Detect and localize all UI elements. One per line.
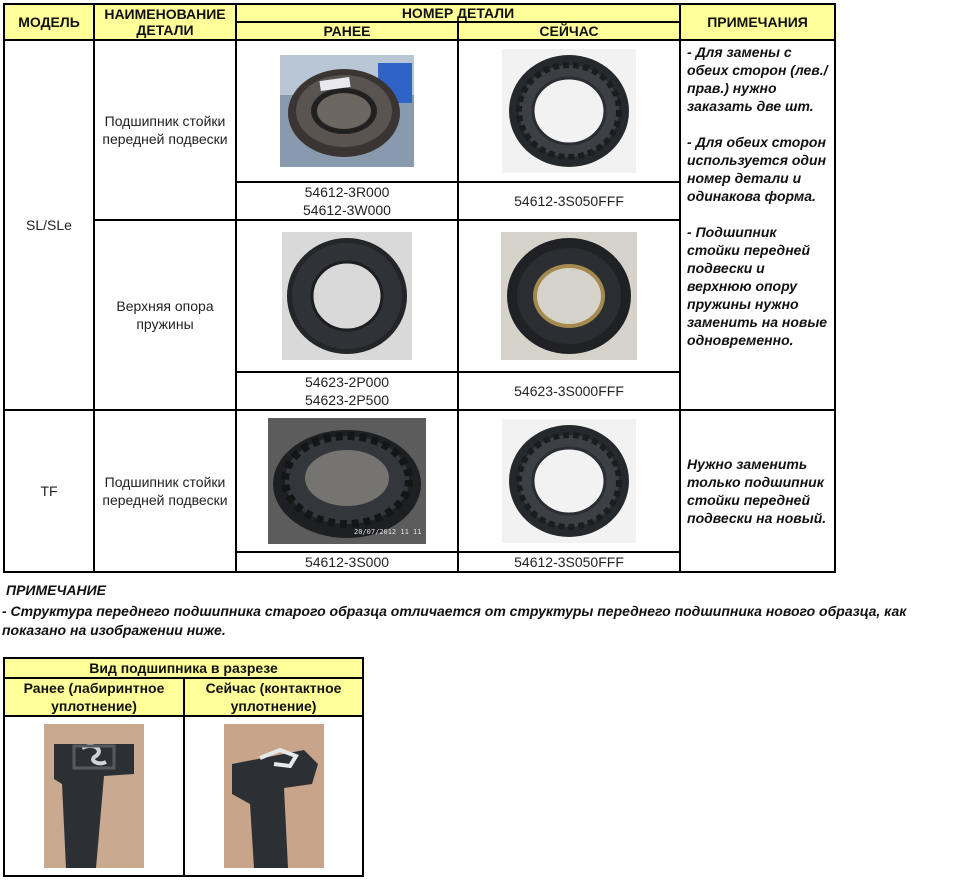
bearing-new-photo — [502, 49, 636, 173]
cross-section-title: Вид подшипника в разрезе — [4, 658, 363, 678]
contact-seal-photo — [224, 724, 324, 868]
part-number: 54612-3R000 — [304, 184, 390, 200]
footnote-text: - Структура переднего подшипника старого образца отличается от структуры переднего подшипника нового образца, как показано на изображении ниже. — [2, 603, 907, 638]
bearing-tf-old-photo — [268, 418, 426, 544]
now-part-number: 54612-3S050FFF — [458, 182, 680, 220]
note-item: - Для замены с обеих сторон (лев./прав.) нужно заказать две шт. — [687, 44, 828, 114]
header-part-number: НОМЕР ДЕТАЛИ — [236, 4, 680, 22]
now-photo-cell — [458, 40, 680, 182]
notes-cell-sl — [680, 40, 835, 410]
model-cell-tf: TF — [4, 410, 94, 572]
header-notes: ПРИМЕЧАНИЯ — [680, 4, 835, 40]
cross-section-now-cell — [184, 716, 363, 876]
note-item: - Для обеих сторон используется один номер детали и одинакова форма. — [687, 134, 827, 204]
part-number: 54623-2P500 — [304, 392, 390, 408]
before-photo-cell — [236, 220, 458, 372]
part-name-cell: Подшипник стойки передней подвески — [94, 410, 236, 572]
part-number: 54623-2P000 — [304, 374, 390, 390]
now-photo-cell — [458, 220, 680, 372]
header-model: МОДЕЛЬ — [4, 4, 94, 40]
header-now: СЕЙЧАС — [458, 22, 680, 40]
before-part-numbers — [236, 182, 458, 220]
header-before: РАНЕЕ — [236, 22, 458, 40]
spring-seat-new-photo — [501, 232, 637, 360]
now-part-number: 54612-3S050FFF — [458, 552, 680, 572]
bearing-old-photo — [280, 55, 414, 167]
labyrinth-seal-photo — [44, 724, 144, 868]
before-photo-cell — [236, 410, 458, 552]
footnote-title: ПРИМЕЧАНИЕ — [6, 582, 107, 598]
notes-cell-tf: Нужно заменить только подшипник стойки передней подвески на новый. — [680, 410, 835, 572]
note-item: - Подшипник стойки передней подвески и верхнюю опору пружины нужно заменить на новые одновременно. — [687, 224, 828, 348]
part-number: 54612-3W000 — [303, 202, 391, 218]
part-name-cell: Подшипник стойки передней подвески — [94, 40, 236, 220]
cross-section-table — [3, 657, 364, 877]
bearing-tf-new-photo — [502, 419, 636, 543]
before-part-numbers — [236, 372, 458, 410]
photo-date-stamp: 20/07/2012 11 11 — [354, 528, 422, 536]
model-cell-sl: SL/SLe — [4, 40, 94, 410]
now-part-number: 54623-3S000FFF — [458, 372, 680, 410]
cross-section-before-label: Ранее (лабиринтное уплотнение) — [4, 678, 184, 716]
part-name-cell: Верхняя опора пружины — [94, 220, 236, 410]
now-photo-cell — [458, 410, 680, 552]
before-part-number: 54612-3S000 — [236, 552, 458, 572]
parts-table — [3, 3, 836, 573]
spring-seat-old-photo — [282, 232, 412, 360]
before-photo-cell — [236, 40, 458, 182]
cross-section-before-cell — [4, 716, 184, 876]
cross-section-now-label: Сейчас (контактное уплотнение) — [184, 678, 363, 716]
header-part-name: НАИМЕНОВАНИЕ ДЕТАЛИ — [94, 4, 236, 40]
